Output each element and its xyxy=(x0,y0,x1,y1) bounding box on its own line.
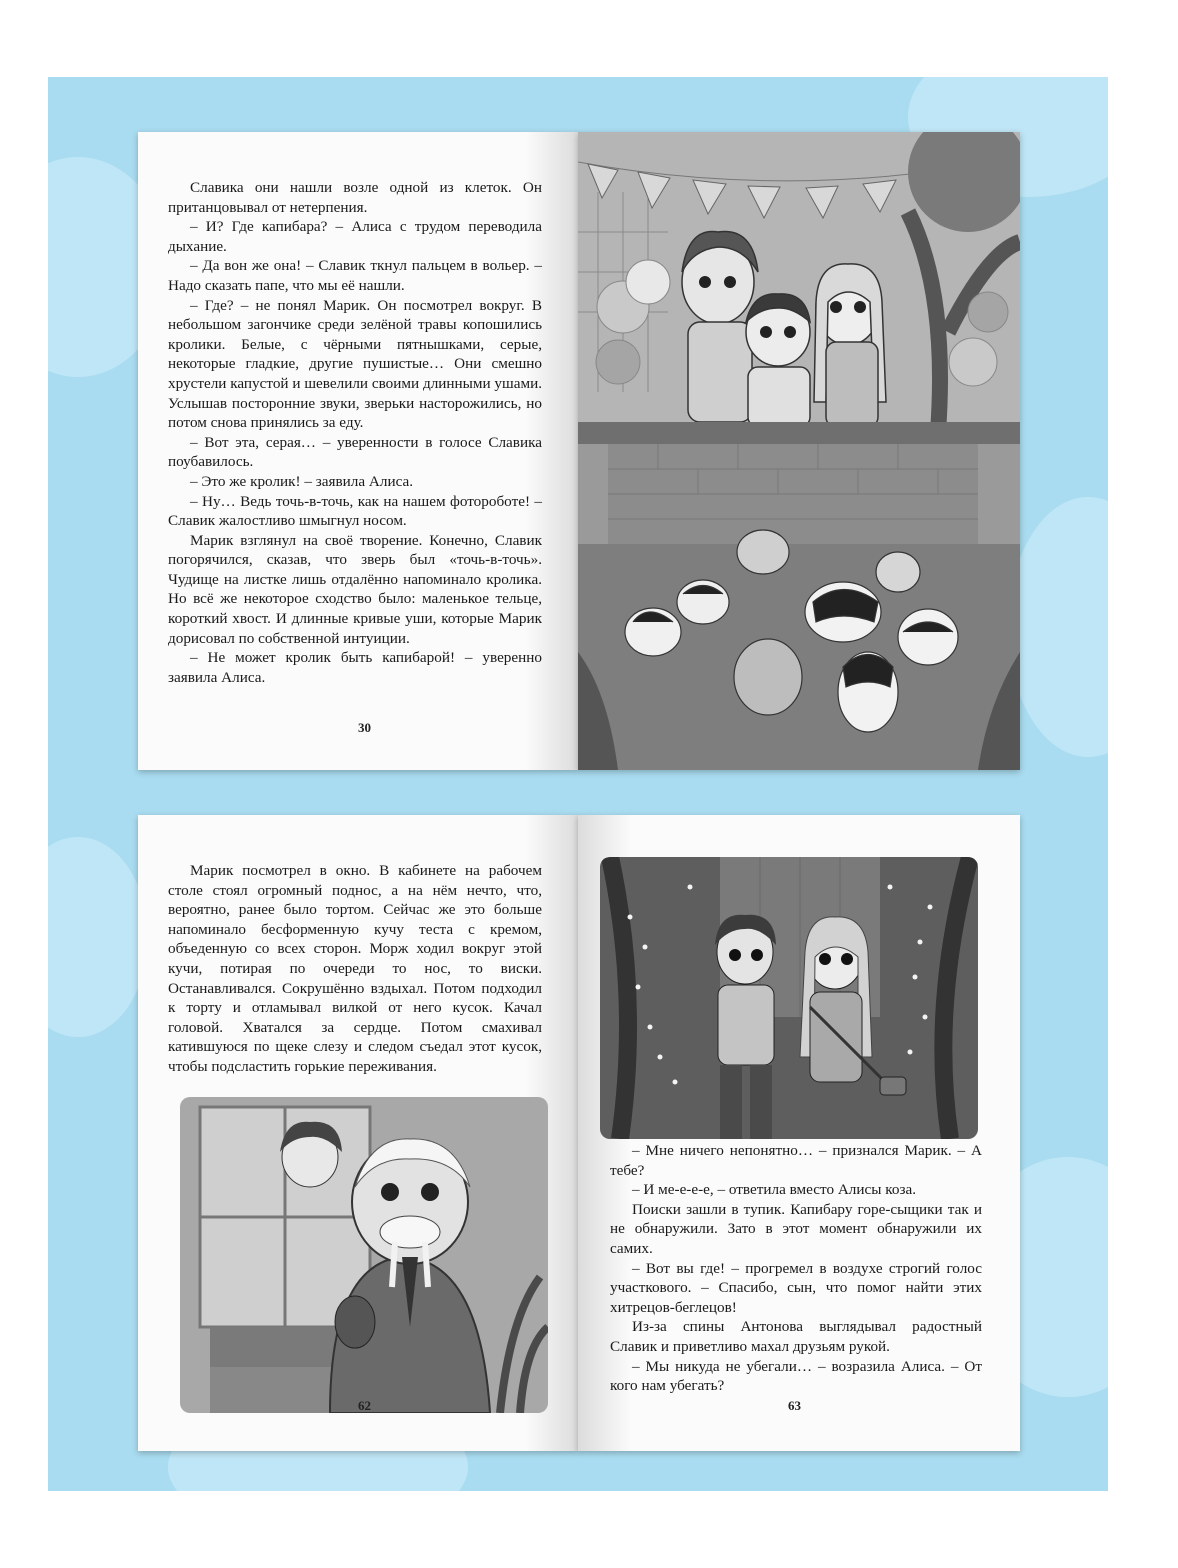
page-right xyxy=(578,132,1020,770)
page-left xyxy=(138,815,578,1451)
paragraph: Из-за спины Антонова выглядывал радостный Славик и приветливо махал друзьям рукой. xyxy=(610,1318,982,1355)
paragraph: Славика они нашли возле одной из клеток. Он пританцовывал от нетерпения. xyxy=(168,179,542,216)
paragraph: – Не может кролик быть капибарой! – уверенно заявила Алиса. xyxy=(168,649,542,686)
paragraph: – И ме-е-е-е, – ответила вместо Алисы коза. xyxy=(632,1181,916,1199)
page-number: 62 xyxy=(358,1398,371,1413)
paragraph: – Ну… Ведь точь-в-точь, как на нашем фотороботе! – Славик жалостливо шмыгнул носом. xyxy=(168,492,542,530)
walrus-illustration xyxy=(180,1097,548,1413)
page-text xyxy=(168,861,542,1077)
page-right xyxy=(578,815,1020,1451)
paragraph: – Мы никуда не убегали… – возразила Алиса. – От кого нам убегать? xyxy=(610,1357,982,1395)
page-number: 30 xyxy=(358,720,371,735)
page-text xyxy=(610,1141,982,1396)
paragraph: – Вот вы где! – прогремел в воздухе строгий голос участкового. – Спасибо, сын, что помог найти этих хитрецов-беглецов! xyxy=(610,1259,982,1316)
park-illustration xyxy=(600,857,978,1139)
paragraph: – Это же кролик! – заявила Алиса. xyxy=(190,472,414,490)
rabbits-illustration xyxy=(578,132,1020,770)
page-left xyxy=(138,132,578,770)
paragraph: – Мне ничего непонятно… – признался Марик. – А тебе? xyxy=(610,1142,982,1179)
page-number: 63 xyxy=(788,1398,801,1413)
paragraph: – И? Где капибара? – Алиса с трудом переводила дыхание. xyxy=(168,218,542,255)
paragraph: Марик посмотрел в окно. В кабинете на рабочем столе стоял огромный поднос, а на нём нечто, что, вероятно, ранее было тортом. Сейчас же это больше напоминало бесформенную кучу теста с кремом, объеденную со всех сторон. Морж ходил вокруг этой кучи, потирая по очереди то нос, то виски. Останавливался. Сокрушённо вздыхал. Потом подходил к торту и отламывал вилкой от него кусок. Качал головой. Хватался за сердце. Потом смахивал катившуюся по щеке слезу и следом съедал этот кусок, чтобы подсластить горькие переживания. xyxy=(168,862,542,1075)
paragraph: Поиски зашли в тупик. Капибару горе-сыщики так и не обнаружили. Зато в этот момент обнаружили их самих. xyxy=(610,1200,982,1257)
paragraph: – Вот эта, серая… – уверенности в голосе Славика поубавилось. xyxy=(168,433,542,471)
page-text xyxy=(168,178,542,687)
paragraph: Марик взглянул на своё творение. Конечно, Славик погорячился, сказав, что зверь был «точь-в-точь». Чудище на листке лишь отдалённо напоминало кролика. Но всё же некоторое сходство было: маленькое тельце, короткий хвост. И длинные кривые уши, которые Марик дорисовал по собственной интуиции. xyxy=(168,531,542,647)
paragraph: – Да вон же она! – Славик ткнул пальцем в вольер. – Надо сказать папе, что мы её нашли. xyxy=(168,257,542,294)
paragraph: – Где? – не понял Марик. Он посмотрел вокруг. В небольшом загончике среди зелёной травы копошились кролики. Белые, с чёрными пятнышками, серые, некоторые гладкие, другие пушистые… Они смешно хрустели капустой и шевелили своими длинными ушами. Услышав посторонние звуки, зверьки насторожились, но потом снова принялись за еду. xyxy=(168,296,542,432)
